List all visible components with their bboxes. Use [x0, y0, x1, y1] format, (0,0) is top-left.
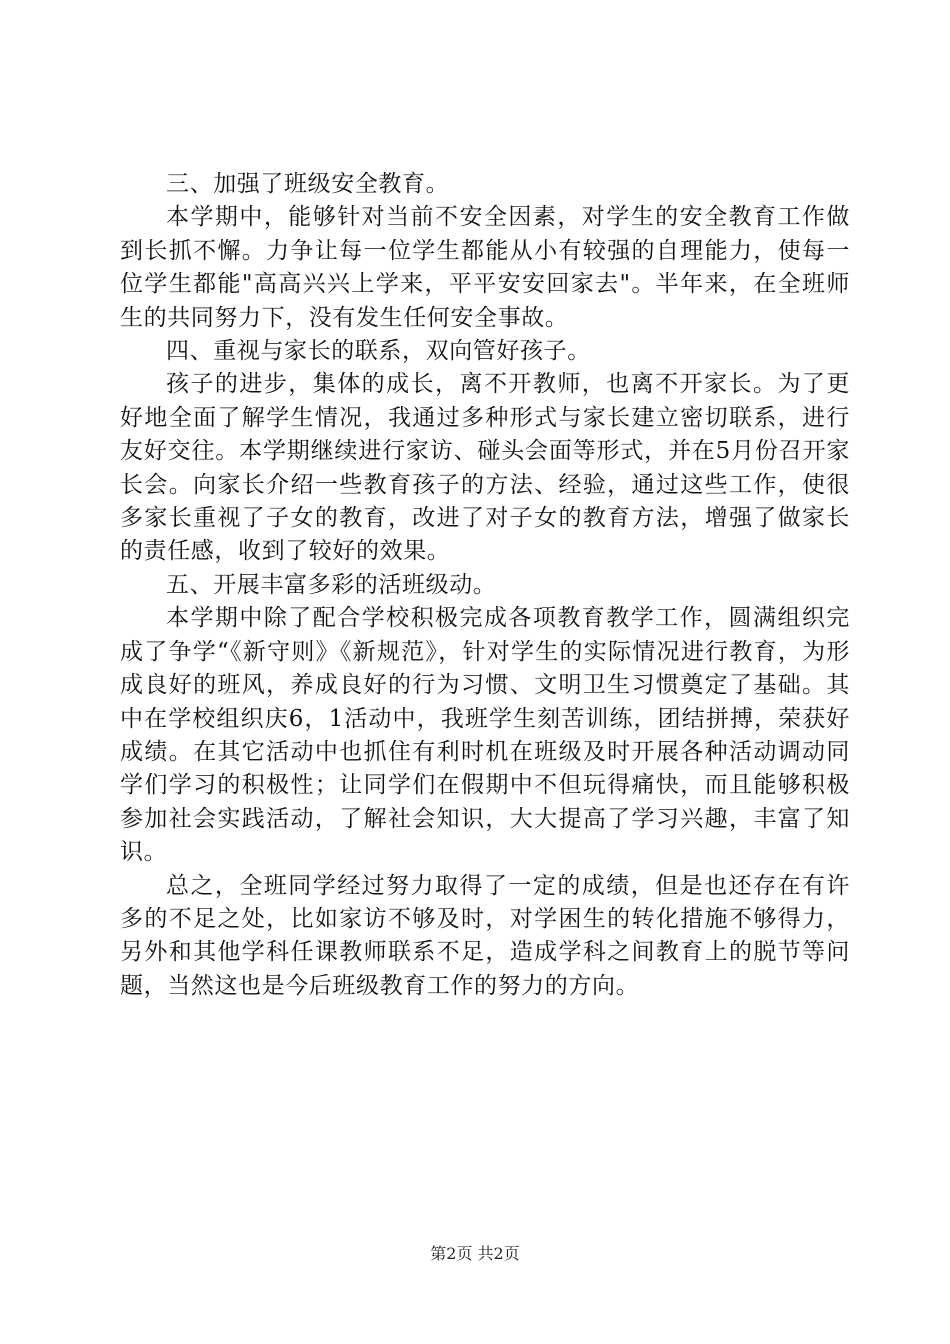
paragraph-activities: 本学期中除了配合学校积极完成各项教育教学工作，圆满组织完成了争学“《新守则》《新规范》，针对学生的实际情况进行教育，为形成良好的班风，养成良好的行为习惯、文明卫生习惯奠定了基础。其中在学校组织庆6，1活动中，我班学生刻苦训练，团结拼搏，荣获好成绩。在其它活动中也抓住有利时机在班级及时开展各种活动调动同学们学习的积极性；让同学们在假期中不但玩得痛快，而且能够积极参加社会实践活动，了解社会知识，大大提高了学习兴趣，丰富了知识。: [120, 605, 850, 866]
section-heading-parents: 四、重视与家长的联系，双向管好孩子。: [166, 338, 591, 365]
paragraph-parents: 孩子的进步，集体的成长，离不开教师，也离不开家长。为了更好地全面了解学生情况，我通过多种形式与家长建立密切联系，进行友好交往。本学期继续进行家访、碰头会面等形式，并在5月份召开家长会。向家长介绍一些教育孩子的方法、经验，通过这些工作，使很多家长重视了子女的教育，改进了对子女的教育方法，增强了做家长的责任感，收到了较好的效果。: [120, 371, 850, 565]
paragraph-summary: 总之，全班同学经过努力取得了一定的成绩，但是也还存在有许多的不足之处，比如家访不够及时，对学困生的转化措施不够得力，另外和其他学科任课教师联系不足，造成学科之间教育上的脱节等问题，当然这也是今后班级教育工作的努力的方向。: [120, 872, 850, 999]
page-number-footer: 第2页 共2页: [430, 1244, 520, 1263]
section-heading-activities: 五、开展丰富多彩的活班级动。: [166, 571, 497, 598]
paragraph-safety: 本学期中，能够针对当前不安全因素，对学生的安全教育工作做到长抓不懈。力争让每一位学生都能从小有较强的自理能力，使每一位学生都能"高高兴兴上学来，平平安安回家去"。半年来，在全班师生的共同努力下，没有发生任何安全事故。: [120, 204, 850, 331]
document-body: [120, 168, 850, 1003]
section-heading-safety: 三、加强了班级安全教育。: [166, 171, 450, 197]
